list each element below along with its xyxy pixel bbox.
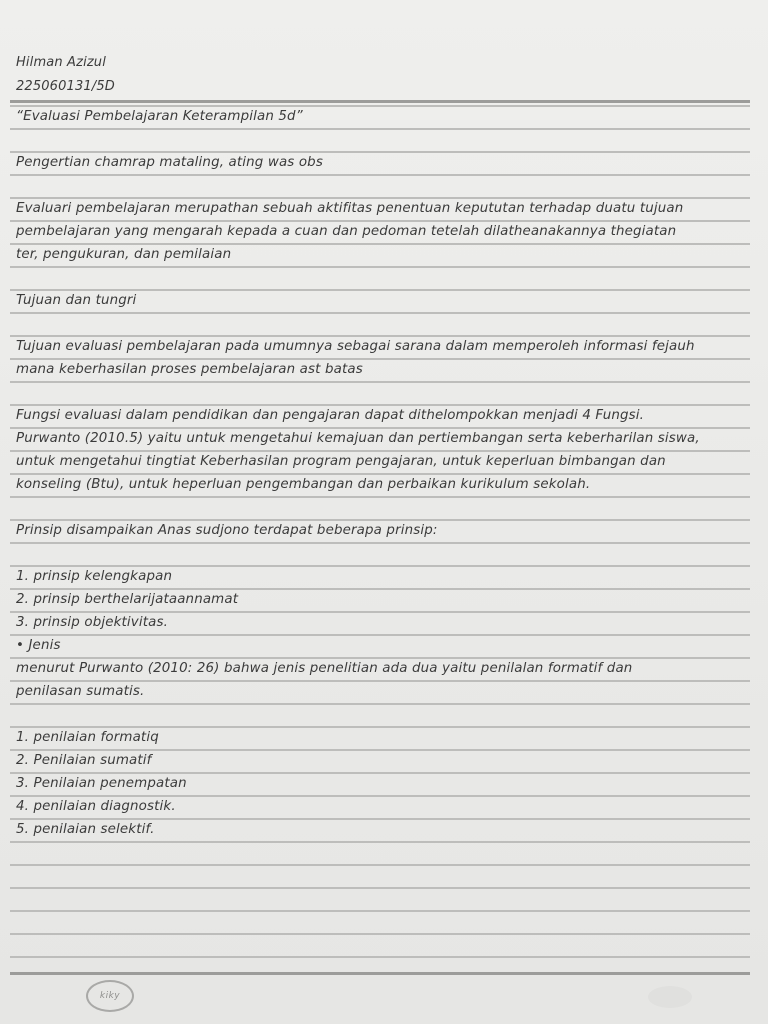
rule-line — [10, 634, 750, 636]
jenis-list-item: 4. penilaian diagnostik. — [16, 799, 176, 814]
rule-line — [10, 910, 750, 912]
pengertian-line: Evaluari pembelajaran merupathan sebuah aktifitas penentuan kepututan terhadap duatu tujuan — [16, 201, 684, 216]
rule-line — [10, 519, 750, 521]
rule-line — [10, 864, 750, 866]
jenis-list-item: 3. Penilaian penempatan — [16, 776, 187, 791]
fungsi-line: untuk mengetahui tingtiat Keberhasilan program pengajaran, untuk keperluan bimbangan dan — [16, 454, 666, 469]
rule-line — [10, 565, 750, 567]
document-title: “Evaluasi Pembelajaran Keterampilan 5d” — [16, 109, 303, 124]
rule-line — [10, 496, 750, 498]
logo-text: kiky — [99, 991, 121, 1001]
pengertian-line: ter, pengukuran, dan pemilaian — [16, 247, 232, 262]
prinsip-intro: Prinsip disampaikan Anas sudjono terdapat beberapa prinsip: — [16, 523, 438, 538]
rule-line — [10, 151, 750, 153]
rule-line — [10, 972, 750, 975]
prinsip-list-item: 3. prinsip objektivitas. — [16, 615, 169, 630]
section-heading-tujuan: Tujuan dan tungri — [16, 293, 137, 308]
rule-line — [10, 680, 750, 682]
rule-line — [10, 174, 750, 176]
paper-smudge — [648, 986, 692, 1008]
pengertian-line: pembelajaran yang mengarah kepada a cuan dan pedoman tetelah dilatheanakannya thegiatan — [16, 224, 677, 239]
rule-line — [10, 657, 750, 659]
rule-line — [10, 772, 750, 774]
tujuan-line: mana keberhasilan proses pembelajaran ast batas — [16, 362, 363, 377]
rule-line — [10, 105, 750, 107]
rule-line — [10, 588, 750, 590]
jenis-line: menurut Purwanto (2010: 26) bahwa jenis penelitian ada dua yaitu penilalan formatif dan — [16, 661, 633, 676]
tujuan-line: Tujuan evaluasi pembelajaran pada umumnya sebagai sarana dalam memperoleh informasi fejauh — [16, 339, 695, 354]
fungsi-line: konseling (Btu), untuk heperluan pengembangan dan perbaikan kurikulum sekolah. — [16, 477, 591, 492]
rule-line — [10, 611, 750, 613]
rule-line — [10, 128, 750, 130]
rule-line — [10, 841, 750, 843]
rule-line — [10, 542, 750, 544]
rule-line — [10, 335, 750, 337]
rule-line — [10, 289, 750, 291]
rule-line — [10, 266, 750, 268]
jenis-list-item: 1. penilaian formatiq — [16, 730, 159, 745]
rule-line — [10, 956, 750, 958]
jenis-list-item: 2. Penilaian sumatif — [16, 753, 152, 768]
jenis-list-item: 5. penilaian selektif. — [16, 822, 155, 837]
rule-line — [10, 887, 750, 889]
rule-line — [10, 933, 750, 935]
rule-line — [10, 818, 750, 820]
rule-line — [10, 795, 750, 797]
notebook-brand-logo — [86, 980, 134, 1012]
fungsi-line: Purwanto (2010.5) yaitu untuk mengetahui kemajuan dan pertiembangan serta keberharilan siswa, — [16, 431, 700, 446]
rule-line — [10, 749, 750, 751]
rule-line — [10, 381, 750, 383]
rule-line — [10, 726, 750, 728]
rule-line — [10, 220, 750, 222]
rule-line — [10, 473, 750, 475]
rule-line — [10, 243, 750, 245]
rule-line — [10, 703, 750, 705]
prinsip-list-item: 2. prinsip berthelarijataannamat — [16, 592, 239, 607]
rule-line — [10, 197, 750, 199]
jenis-line: penilasan sumatis. — [16, 684, 145, 699]
fungsi-line: Fungsi evaluasi dalam pendidikan dan pengajaran dapat dithelompokkan menjadi 4 Fungsi. — [16, 408, 645, 423]
rule-line — [10, 427, 750, 429]
section-heading-pengertian: Pengertian chamrap mataling, ating was obs — [16, 155, 323, 170]
rule-line — [10, 358, 750, 360]
author-name: Hilman Azizul — [16, 55, 106, 70]
jenis-heading: • Jenis — [16, 638, 61, 653]
rule-line — [10, 312, 750, 314]
rule-line — [10, 404, 750, 406]
prinsip-list-item: 1. prinsip kelengkapan — [16, 569, 173, 584]
rule-line — [10, 450, 750, 452]
rule-line — [10, 100, 750, 103]
student-id: 225060131/5D — [16, 79, 115, 94]
